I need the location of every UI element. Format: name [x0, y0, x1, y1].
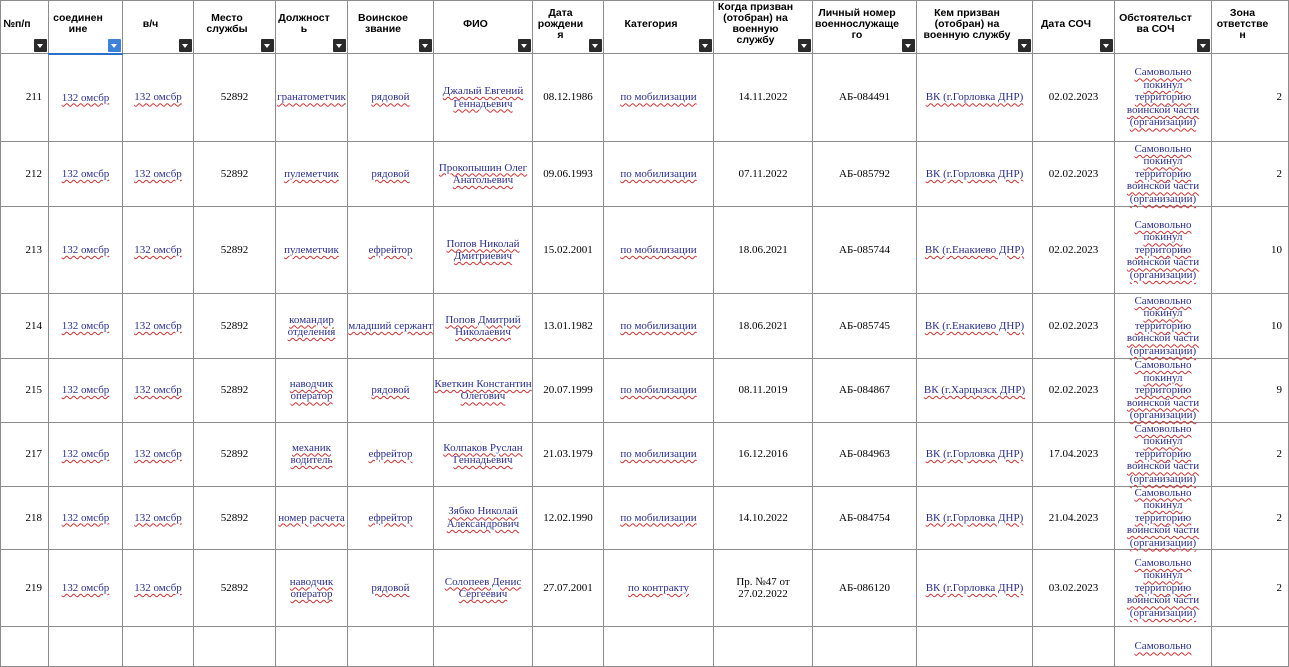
filter-dropdown-icon[interactable] [1197, 39, 1210, 52]
cell-birth-date[interactable]: 08.12.1986 [533, 54, 604, 142]
column-header-conscription-date [714, 1, 813, 54]
cell-soch-date[interactable]: 02.02.2023 [1033, 207, 1115, 294]
cell-personal-number[interactable]: АБ-084491 [813, 54, 917, 142]
cell-conscription-date[interactable]: 08.11.2019 [714, 359, 813, 423]
cell-duty-station[interactable]: 52892 [194, 294, 276, 359]
cell-personal-number[interactable]: АБ-085745 [813, 294, 917, 359]
column-header-duty-station [194, 1, 276, 54]
column-header-military-unit [123, 1, 194, 54]
table-row [1, 294, 1289, 359]
cell-soch-circumstances[interactable]: Самовольно покинул территорию воинской части (организации) [1115, 486, 1212, 550]
cell-responsibility-zone[interactable]: 2 [1212, 486, 1289, 550]
cell-conscripted-by[interactable]: ВК (г.Горловка ДНР) [917, 54, 1033, 142]
filter-dropdown-icon[interactable] [902, 39, 915, 52]
cell-position[interactable]: пулеметчик [276, 207, 348, 294]
column-header-label: Воинское звание [357, 12, 408, 35]
column-header-personal-number [813, 1, 917, 54]
cell-conscripted-by[interactable]: ВК (г.Енакиево ДНР) [917, 207, 1033, 294]
column-header-label: №п/п [3, 17, 31, 30]
cell-number[interactable]: 217 [1, 422, 49, 486]
column-header-label: Кем призван (отобран) на военную службу [923, 6, 1011, 41]
column-header-label: Дата СОЧ [1040, 17, 1092, 30]
cell-conscription-date[interactable] [714, 627, 813, 667]
cell-conscription-date[interactable]: 16.12.2016 [714, 422, 813, 486]
cell-soch-circumstances[interactable]: Самовольно покинул территорию воинской части (организации) [1115, 294, 1212, 359]
cell-soch-circumstances[interactable]: Самовольно покинул территорию воинской части (организации) [1115, 359, 1212, 423]
cell-responsibility-zone[interactable]: 9 [1212, 359, 1289, 423]
column-header-responsibility-zone [1212, 1, 1289, 54]
cell-rank[interactable]: рядовой [348, 359, 434, 423]
cell-personal-number[interactable] [813, 627, 917, 667]
filter-dropdown-icon[interactable] [261, 39, 274, 52]
cell-conscription-date[interactable]: 14.10.2022 [714, 486, 813, 550]
cell-soch-circumstances[interactable]: Самовольно покинул территорию воинской части (организации) [1115, 54, 1212, 142]
cell-duty-station[interactable]: 52892 [194, 207, 276, 294]
cell-birth-date[interactable]: 20.07.1999 [533, 359, 604, 423]
cell-unit[interactable]: 132 омсбр [49, 142, 123, 207]
cell-conscripted-by[interactable]: ВК (г.Горловка ДНР) [917, 422, 1033, 486]
cell-responsibility-zone[interactable]: 10 [1212, 207, 1289, 294]
cell-duty-station[interactable]: 52892 [194, 422, 276, 486]
column-header-label: Обстоятельства СОЧ [1119, 12, 1192, 35]
cell-full-name[interactable]: Кветкин Константин Олегович [434, 359, 533, 423]
table-row [1, 359, 1289, 423]
cell-birth-date[interactable]: 21.03.1979 [533, 422, 604, 486]
cell-personal-number[interactable]: АБ-084963 [813, 422, 917, 486]
column-header-label: в/ч [142, 17, 159, 30]
cell-duty-station[interactable]: 52892 [194, 486, 276, 550]
cell-full-name[interactable]: Прокопышин Олег Анатольевич [434, 142, 533, 207]
table-row [1, 627, 1289, 667]
filter-dropdown-icon[interactable] [1018, 39, 1031, 52]
cell-position[interactable] [276, 627, 348, 667]
cell-category[interactable] [604, 627, 714, 667]
cell-military-unit[interactable]: 132 омсбр [123, 422, 194, 486]
cell-conscripted-by[interactable]: ВК (г.Енакиево ДНР) [917, 294, 1033, 359]
cell-number[interactable]: 212 [1, 142, 49, 207]
cell-rank[interactable]: младший сержант [348, 294, 434, 359]
cell-conscription-date[interactable]: Пр. №47 от 27.02.2022 [714, 550, 813, 627]
cell-responsibility-zone[interactable]: 2 [1212, 550, 1289, 627]
table-row [1, 207, 1289, 294]
cell-birth-date[interactable]: 13.01.1982 [533, 294, 604, 359]
column-header-number [1, 1, 49, 54]
cell-unit[interactable]: 132 омсбр [49, 422, 123, 486]
cell-unit[interactable]: 132 омсбр [49, 359, 123, 423]
column-header-label: Личный номер военнослужащего [815, 6, 899, 41]
column-header-label: Зона ответствен [1216, 6, 1269, 41]
cell-military-unit[interactable]: 132 омсбр [123, 550, 194, 627]
column-header-label: соединенине [53, 11, 103, 35]
cell-conscripted-by[interactable]: ВК (г.Горловка ДНР) [917, 142, 1033, 207]
cell-number[interactable]: 211 [1, 54, 49, 142]
cell-birth-date[interactable]: 15.02.2001 [533, 207, 604, 294]
table-row [1, 486, 1289, 550]
cell-military-unit[interactable]: 132 омсбр [123, 359, 194, 423]
filter-dropdown-icon[interactable] [333, 39, 346, 52]
cell-number[interactable]: 215 [1, 359, 49, 423]
cell-military-unit[interactable]: 132 омсбр [123, 486, 194, 550]
cell-conscripted-by[interactable]: ВК (г.Горловка ДНР) [917, 550, 1033, 627]
cell-soch-date[interactable]: 21.04.2023 [1033, 486, 1115, 550]
cell-responsibility-zone[interactable] [1212, 627, 1289, 667]
cell-category[interactable]: по мобилизации [604, 359, 714, 423]
cell-category[interactable]: по мобилизации [604, 422, 714, 486]
cell-birth-date[interactable] [533, 627, 604, 667]
cell-unit[interactable]: 132 омсбр [49, 207, 123, 294]
cell-conscription-date[interactable]: 18.06.2021 [714, 207, 813, 294]
cell-position[interactable]: наводчик оператор [276, 359, 348, 423]
cell-conscripted-by[interactable]: ВК (г.Горловка ДНР) [917, 486, 1033, 550]
cell-military-unit[interactable] [123, 627, 194, 667]
cell-military-unit[interactable]: 132 омсбр [123, 294, 194, 359]
column-header-label: Когда призван (отобран) на военную службу [717, 1, 794, 46]
cell-number[interactable]: 213 [1, 207, 49, 294]
cell-conscripted-by[interactable] [917, 627, 1033, 667]
cell-full-name[interactable]: Попов Дмитрий Николаевич [434, 294, 533, 359]
cell-number[interactable] [1, 627, 49, 667]
cell-unit[interactable]: 132 омсбр [49, 550, 123, 627]
table-row [1, 142, 1289, 207]
cell-personal-number[interactable]: АБ-084867 [813, 359, 917, 423]
filter-dropdown-icon[interactable] [589, 39, 602, 52]
cell-rank[interactable]: ефрейтор [348, 486, 434, 550]
filter-dropdown-icon[interactable] [699, 39, 712, 52]
table-row [1, 550, 1289, 627]
cell-soch-circumstances[interactable]: Самовольно покинул территорию воинской части (организации) [1115, 207, 1212, 294]
cell-category[interactable]: по мобилизации [604, 294, 714, 359]
cell-military-unit[interactable]: 132 омсбр [123, 142, 194, 207]
table-row [1, 422, 1289, 486]
cell-soch-circumstances[interactable]: Самовольно покинул территорию воинской части (организации) [1115, 422, 1212, 486]
cell-soch-date[interactable]: 02.02.2023 [1033, 294, 1115, 359]
cell-birth-date[interactable]: 27.07.2001 [533, 550, 604, 627]
column-header-category [604, 1, 714, 54]
cell-position[interactable]: командир отделения [276, 294, 348, 359]
cell-conscripted-by[interactable]: ВК (г.Харцызск ДНР) [917, 359, 1033, 423]
cell-category[interactable]: по мобилизации [604, 142, 714, 207]
cell-position[interactable]: пулеметчик [276, 142, 348, 207]
filter-dropdown-icon[interactable] [419, 39, 432, 52]
cell-full-name[interactable]: Попов Николай Дмитриевич [434, 207, 533, 294]
cell-category[interactable]: по мобилизации [604, 207, 714, 294]
cell-rank[interactable] [348, 627, 434, 667]
header-row [1, 1, 1289, 54]
cell-military-unit[interactable]: 132 омсбр [123, 207, 194, 294]
cell-full-name[interactable]: Джалый Евгений Геннадьевич [434, 54, 533, 142]
cell-birth-date[interactable]: 09.06.1993 [533, 142, 604, 207]
filter-dropdown-icon[interactable] [798, 39, 811, 52]
cell-soch-circumstances[interactable]: Самовольно [1115, 627, 1212, 667]
column-header-soch-circumstances [1115, 1, 1212, 54]
cell-soch-date[interactable]: 02.02.2023 [1033, 359, 1115, 423]
column-header-full-name [434, 1, 533, 54]
cell-personal-number[interactable]: АБ-086120 [813, 550, 917, 627]
column-header-label: Должность [278, 12, 330, 35]
cell-duty-station[interactable]: 52892 [194, 359, 276, 423]
cell-birth-date[interactable]: 12.02.1990 [533, 486, 604, 550]
cell-soch-date[interactable]: 02.02.2023 [1033, 54, 1115, 142]
cell-conscription-date[interactable]: 14.11.2022 [714, 54, 813, 142]
column-header-rank [348, 1, 434, 54]
cell-military-unit[interactable]: 132 омсбр [123, 54, 194, 142]
cell-unit[interactable] [49, 627, 123, 667]
cell-category[interactable]: по мобилизации [604, 486, 714, 550]
cell-conscription-date[interactable]: 18.06.2021 [714, 294, 813, 359]
cell-responsibility-zone[interactable]: 2 [1212, 142, 1289, 207]
cell-rank[interactable]: ефрейтор [348, 422, 434, 486]
cell-personal-number[interactable]: АБ-084754 [813, 486, 917, 550]
cell-rank[interactable]: рядовой [348, 550, 434, 627]
column-header-position [276, 1, 348, 54]
column-header-soch-date [1033, 1, 1115, 54]
cell-responsibility-zone[interactable]: 2 [1212, 54, 1289, 142]
cell-position[interactable]: гранатометчик [276, 54, 348, 142]
filter-dropdown-icon[interactable] [1100, 39, 1113, 52]
cell-duty-station[interactable]: 52892 [194, 550, 276, 627]
cell-position[interactable]: номер расчета [276, 486, 348, 550]
filter-dropdown-icon[interactable] [108, 39, 121, 52]
filter-dropdown-icon[interactable] [34, 39, 47, 52]
cell-duty-station[interactable]: 52892 [194, 142, 276, 207]
cell-full-name[interactable]: Солопеев Денис Сергеевич [434, 550, 533, 627]
column-header-birth-date [533, 1, 604, 54]
column-header-conscripted-by [917, 1, 1033, 54]
cell-personal-number[interactable]: АБ-085792 [813, 142, 917, 207]
cell-category[interactable]: по мобилизации [604, 54, 714, 142]
cell-conscription-date[interactable]: 07.11.2022 [714, 142, 813, 207]
cell-soch-circumstances[interactable]: Самовольно покинул территорию воинской части (организации) [1115, 550, 1212, 627]
cell-unit[interactable]: 132 омсбр [49, 294, 123, 359]
cell-position[interactable]: механик водитель [276, 422, 348, 486]
cell-rank[interactable]: рядовой [348, 54, 434, 142]
filter-dropdown-icon[interactable] [179, 39, 192, 52]
cell-position[interactable]: наводчик оператор [276, 550, 348, 627]
cell-number[interactable]: 218 [1, 486, 49, 550]
filter-dropdown-icon[interactable] [518, 39, 531, 52]
cell-rank[interactable]: ефрейтор [348, 207, 434, 294]
cell-number[interactable]: 214 [1, 294, 49, 359]
table-row [1, 54, 1289, 142]
cell-personal-number[interactable]: АБ-085744 [813, 207, 917, 294]
cell-unit[interactable]: 132 омсбр [49, 54, 123, 142]
cell-soch-circumstances[interactable]: Самовольно покинул территорию воинской части (организации) [1115, 142, 1212, 207]
cell-soch-date[interactable]: 02.02.2023 [1033, 142, 1115, 207]
column-header-label: Категория [624, 17, 678, 30]
cell-duty-station[interactable] [194, 627, 276, 667]
cell-responsibility-zone[interactable]: 10 [1212, 294, 1289, 359]
cell-responsibility-zone[interactable]: 2 [1212, 422, 1289, 486]
column-header-label: Дата рождения [537, 6, 584, 41]
cell-full-name[interactable]: Колпаков Руслан Геннадьевич [434, 422, 533, 486]
cell-soch-date[interactable]: 03.02.2023 [1033, 550, 1115, 627]
column-header-label: ФИО [463, 17, 488, 30]
cell-category[interactable]: по контракту [604, 550, 714, 627]
cell-full-name[interactable] [434, 627, 533, 667]
cell-soch-date[interactable] [1033, 627, 1115, 667]
column-header-label: Место службы [206, 12, 248, 35]
cell-soch-date[interactable]: 17.04.2023 [1033, 422, 1115, 486]
column-header-unit [49, 1, 123, 54]
cell-rank[interactable]: рядовой [348, 142, 434, 207]
cell-full-name[interactable]: Зябко Николай Александрович [434, 486, 533, 550]
cell-duty-station[interactable]: 52892 [194, 54, 276, 142]
cell-unit[interactable]: 132 омсбр [49, 486, 123, 550]
cell-number[interactable]: 219 [1, 550, 49, 627]
